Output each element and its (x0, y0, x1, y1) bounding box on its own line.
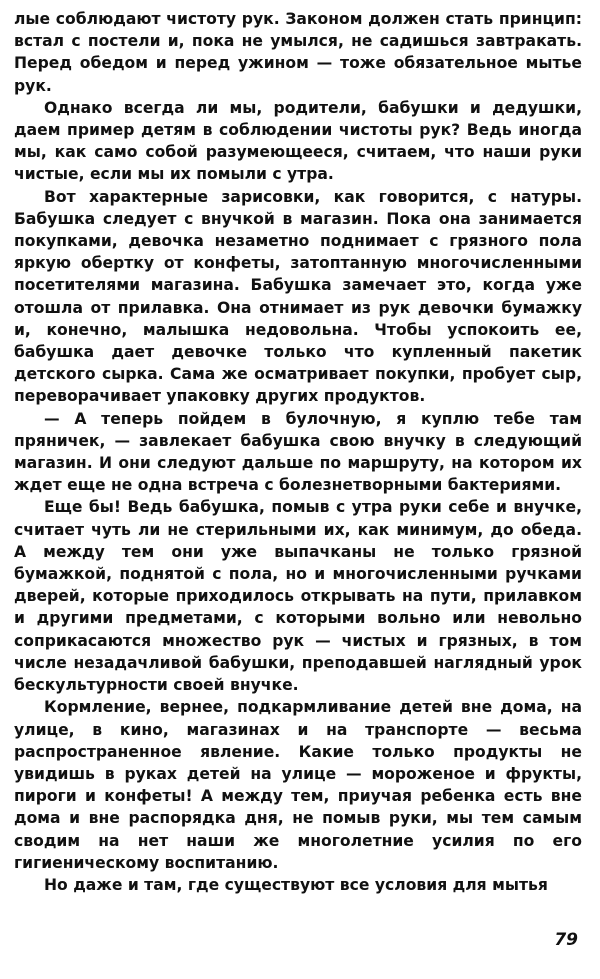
paragraph-4: — А теперь пойдем в булочную, я куплю тебе там пряничек, — завлекает бабушка свою внучку в следующий магазин. И они следуют дальше по маршруту, на котором их ждет еще не одна встреча с болезнетворными бактериями. (14, 409, 582, 495)
page-number: 79 (554, 930, 578, 950)
page-text (14, 8, 582, 896)
paragraph-1: лые соблюдают чистоту рук. Законом должен стать принцип: встал с постели и, пока не умылся, не садишься завтракать. Перед обедом и перед ужином — тоже обязательное мытье рук. (14, 10, 582, 95)
paragraph-7: Но даже и там, где существуют все условия для мытья (44, 875, 548, 894)
paragraph-3: Вот характерные зарисовки, как говорится, с натуры. Бабушка следует с внучкой в магазин. Пока она занимается покупками, девочка незаметно поднимает с грязного пола яркую обертку от конфеты, затоптанную многочисленными посетителями магазина. Бабушка замечает это, когда уже отошла от прилавка. Она отнимает из рук девочки бумажку и, конечно, малышка недовольна. Чтобы успокоить ее, бабушка дает девочке только что купленный пакетик детского сырка. Сама же осматривает покупки, пробует сыр, переворачивает упаковку других продуктов. (14, 187, 582, 406)
paragraph-6: Кормление, вернее, подкармливание детей вне дома, на улице, в кино, магазинах и на транспорте — весьма распространенное явление. Какие только продукты не увидишь в руках детей на улице — мороженое и фрукты, пироги и конфеты! А между тем, приучая ребенка есть вне дома и вне распорядка дня, не помыв руки, мы тем самым сводим на нет наши же многолетние усилия по его гигиеническому воспитанию. (14, 698, 582, 872)
paragraph-5: Еще бы! Ведь бабушка, помыв с утра руки себе и внучке, считает чуть ли не стерильными их, как минимум, до обеда. А между тем они уже выпачканы не только грязной бумажкой, поднятой с пола, но и многочисленными ручками дверей, которые приходилось открывать на пути, прилавком и другими предметами, с которыми вольно или невольно соприкасаются множество рук — чистых и грязных, в том числе незадачливой бабушки, преподавшей наглядный урок бескультурности своей внучке. (14, 498, 582, 695)
paragraph-2: Однако всегда ли мы, родители, бабушки и дедушки, даем пример детям в соблюдении чистоты рук? Ведь иногда мы, как само собой разумеющееся, считаем, что наши руки чистые, если мы их помыли с утра. (14, 98, 582, 184)
